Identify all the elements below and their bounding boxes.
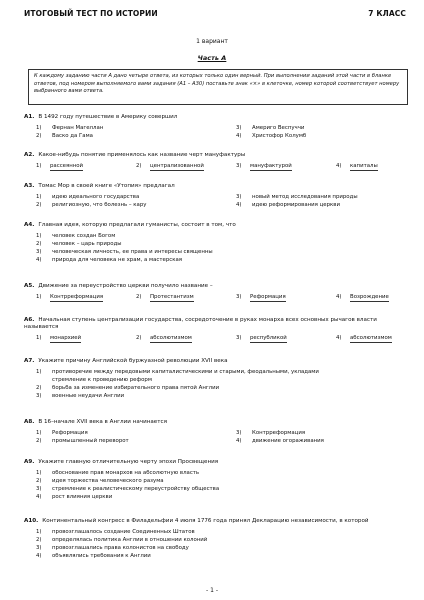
option-number: 1) (36, 529, 42, 535)
option-number: 4) (36, 494, 42, 500)
option-text: движение огораживания (252, 438, 324, 444)
question-prompt: Движение за переустройство церкви получило название – (38, 283, 213, 289)
option-row (24, 368, 410, 376)
question-prompt: Начальная ступень централизации государства, сосредоточение в руках монарха всех основных рычагов власти называется (24, 317, 377, 330)
option-text: капиталы (350, 163, 378, 169)
option-row (24, 528, 410, 536)
option-row (24, 293, 410, 302)
question (24, 459, 410, 501)
option-number: 4) (36, 553, 42, 559)
option-number: 4) (336, 163, 342, 169)
option-number: 3) (236, 294, 242, 300)
option-text: централизованной (150, 163, 204, 169)
answer-options (24, 193, 410, 209)
option-text: Васко да Гама (52, 133, 93, 139)
question (24, 183, 410, 209)
option-number: 2) (136, 335, 142, 341)
grade-label: 7 КЛАСС (368, 9, 406, 18)
option-row (24, 485, 410, 493)
option-text: стремление к реалистическому переустройству общества (52, 486, 220, 492)
option-text: религиозную, что болезнь – кару (52, 202, 147, 208)
test-title: ИТОГОВЫЙ ТЕСТ ПО ИСТОРИИ (24, 9, 158, 18)
option-text: идею идеального государства (52, 194, 140, 200)
option-row (24, 124, 410, 132)
option-number: 1) (36, 125, 42, 131)
option-text: человек создан Богом (52, 233, 116, 239)
option-row (24, 193, 410, 201)
option-number: 4) (236, 202, 242, 208)
option-row (24, 437, 410, 445)
question (24, 358, 410, 400)
question-number: А10. (24, 518, 39, 524)
option-number: 2) (36, 478, 42, 484)
question-text (24, 317, 410, 331)
option-number: 1) (36, 233, 42, 239)
option-text: рост влияния церкви (52, 494, 113, 500)
question (24, 419, 410, 445)
question-prompt: В 16–начале XVII века в Англии начинается (38, 419, 167, 425)
answer-options (24, 528, 410, 560)
option-row (24, 552, 410, 560)
option-text: абсолютизмом (350, 335, 392, 341)
question-text (24, 459, 410, 466)
question-text (24, 152, 410, 159)
option-text: идею реформирования церкви (252, 202, 340, 208)
question-number: А7. (24, 358, 35, 364)
question-text (24, 114, 410, 121)
option-text: человеческая личность, ее права и интересы священны (52, 249, 213, 255)
answer-options (24, 293, 410, 302)
option-row (24, 201, 410, 209)
option-row (24, 132, 410, 140)
option-text: провозглашалось создание Соединенных Штатов (52, 529, 195, 535)
option-number: 3) (36, 393, 42, 399)
option-text: Протестантизм (150, 294, 194, 300)
question-number: А5. (24, 283, 35, 289)
option-row (24, 392, 410, 400)
option-text: промышленный переворот (52, 438, 129, 444)
option-text: человек – царь природы (52, 241, 122, 247)
question-text (24, 358, 410, 365)
question-text (24, 283, 410, 290)
option-text: Реформация (52, 430, 88, 436)
option-row (24, 248, 410, 256)
option-text: определялась политика Англии в отношении колоний (52, 537, 208, 543)
option-number: 3) (236, 194, 242, 200)
option-number: 4) (36, 257, 42, 263)
question-prompt: Укажите причину Английской буржуазной революции XVII века (38, 358, 228, 364)
answer-options (24, 469, 410, 501)
option-text: новый метод исследования природы (252, 194, 358, 200)
variant-label: 1 вариант (196, 38, 228, 45)
part-heading: Часть А (197, 54, 227, 62)
option-text: природа для человека не храм, а мастерская (52, 257, 183, 263)
option-text: военные неудачи Англии (52, 393, 125, 399)
question-text (24, 518, 410, 525)
option-text: противоречие между передовыми капиталистическими и старыми, феодальными, укладами (52, 369, 319, 375)
option-text: стремление к проведению реформ (52, 377, 152, 383)
question-text (24, 183, 410, 190)
option-number: 3) (36, 545, 42, 551)
option-number: 2) (36, 241, 42, 247)
option-text: Контрреформация (252, 430, 306, 436)
option-row (24, 334, 410, 343)
option-number: 3) (36, 486, 42, 492)
option-number: 4) (336, 294, 342, 300)
option-row (24, 240, 410, 248)
option-text: борьба за изменение избирательного права пятой Англии (52, 385, 220, 391)
option-text: провозглашались права колонистов на свободу (52, 545, 189, 551)
answer-options (24, 429, 410, 445)
answer-options (24, 334, 410, 343)
answer-options (24, 368, 410, 400)
option-number: 4) (236, 133, 242, 139)
question-prompt: Укажите главную отличительную черту эпохи Просвещения (38, 459, 219, 465)
question-text (24, 419, 410, 426)
question-number: А4. (24, 222, 35, 228)
question-number: А2. (24, 152, 35, 158)
question (24, 317, 410, 343)
option-text: Контрреформация (50, 294, 104, 300)
option-text: рассеянной (50, 163, 84, 169)
question-prompt: Главная идея, которую предлагали гуманисты, состоит в том, что (38, 222, 236, 228)
option-text: идея торжества человеческого разума (52, 478, 164, 484)
question-prompt: Какое-нибудь понятие применялось как название черт мануфактуры (38, 152, 246, 158)
option-number: 1) (36, 369, 42, 375)
option-text: Реформация (250, 294, 286, 300)
question (24, 222, 410, 264)
option-number: 1) (36, 430, 42, 436)
option-row (24, 493, 410, 501)
option-row (24, 256, 410, 264)
option-number: 4) (236, 438, 242, 444)
option-number: 1) (36, 335, 42, 341)
question-prompt: В 1492 году путешествие в Америку совершил (38, 114, 178, 120)
option-number: 1) (36, 470, 42, 476)
option-number: 3) (236, 125, 242, 131)
page-number: - 1 - (206, 587, 218, 594)
option-row (24, 162, 410, 171)
option-row (24, 544, 410, 552)
question-prompt: Томас Мор в своей книге «Утопия» предлагал (38, 183, 175, 189)
option-text: мануфактурой (250, 163, 292, 169)
answer-options (24, 162, 410, 171)
option-text: Возрождение (350, 294, 389, 300)
option-row (24, 477, 410, 485)
question-number: А9. (24, 459, 35, 465)
option-text: объявлялись требования к Англии (52, 553, 151, 559)
option-number: 2) (36, 385, 42, 391)
question-text (24, 222, 410, 229)
question (24, 518, 410, 560)
option-number: 2) (36, 438, 42, 444)
option-number: 2) (136, 163, 142, 169)
option-number: 2) (136, 294, 142, 300)
question-number: А8. (24, 419, 35, 425)
option-text: абсолютизмом (150, 335, 192, 341)
option-text: Фернан Магеллан (52, 125, 104, 131)
question-prompt: Континентальный конгресс в Филадельфии 4 июля 1776 года принял Декларацию независимости, в которой (42, 518, 369, 524)
answer-options (24, 232, 410, 264)
option-row (24, 536, 410, 544)
option-row (24, 469, 410, 477)
option-number: 2) (36, 202, 42, 208)
option-row (24, 384, 410, 392)
option-number: 4) (336, 335, 342, 341)
question-number: А3. (24, 183, 35, 189)
option-number: 3) (236, 163, 242, 169)
question-number: А6. (24, 317, 35, 323)
question-number: А1. (24, 114, 35, 120)
option-number: 3) (236, 430, 242, 436)
option-number: 1) (36, 194, 42, 200)
question (24, 283, 410, 302)
option-number: 1) (36, 163, 42, 169)
option-text: Америго Веспуччи (252, 125, 305, 131)
option-number: 2) (36, 537, 42, 543)
question (24, 114, 410, 140)
option-text: республикой (250, 335, 287, 341)
instructions-box: К каждому заданию части А дано четыре ответа, из которых только один верный. При выполнении заданий этой части в бланке ответов, под номером выполняемого вами задания (А1 – А30) поставьте знак «×» в клеточке, номер которой соответствует номеру выбранного вами ответа. (28, 69, 408, 105)
option-row (24, 429, 410, 437)
option-number: 1) (36, 294, 42, 300)
option-number: 3) (236, 335, 242, 341)
option-text: Христофор Колумб (252, 133, 307, 139)
answer-options (24, 124, 410, 140)
option-number: 3) (36, 249, 42, 255)
option-number: 2) (36, 133, 42, 139)
option-text: монархией (50, 335, 82, 341)
option-row (24, 376, 410, 384)
option-text: обоснование прав монархов на абсолютную власть (52, 470, 200, 476)
option-row (24, 232, 410, 240)
question (24, 152, 410, 171)
